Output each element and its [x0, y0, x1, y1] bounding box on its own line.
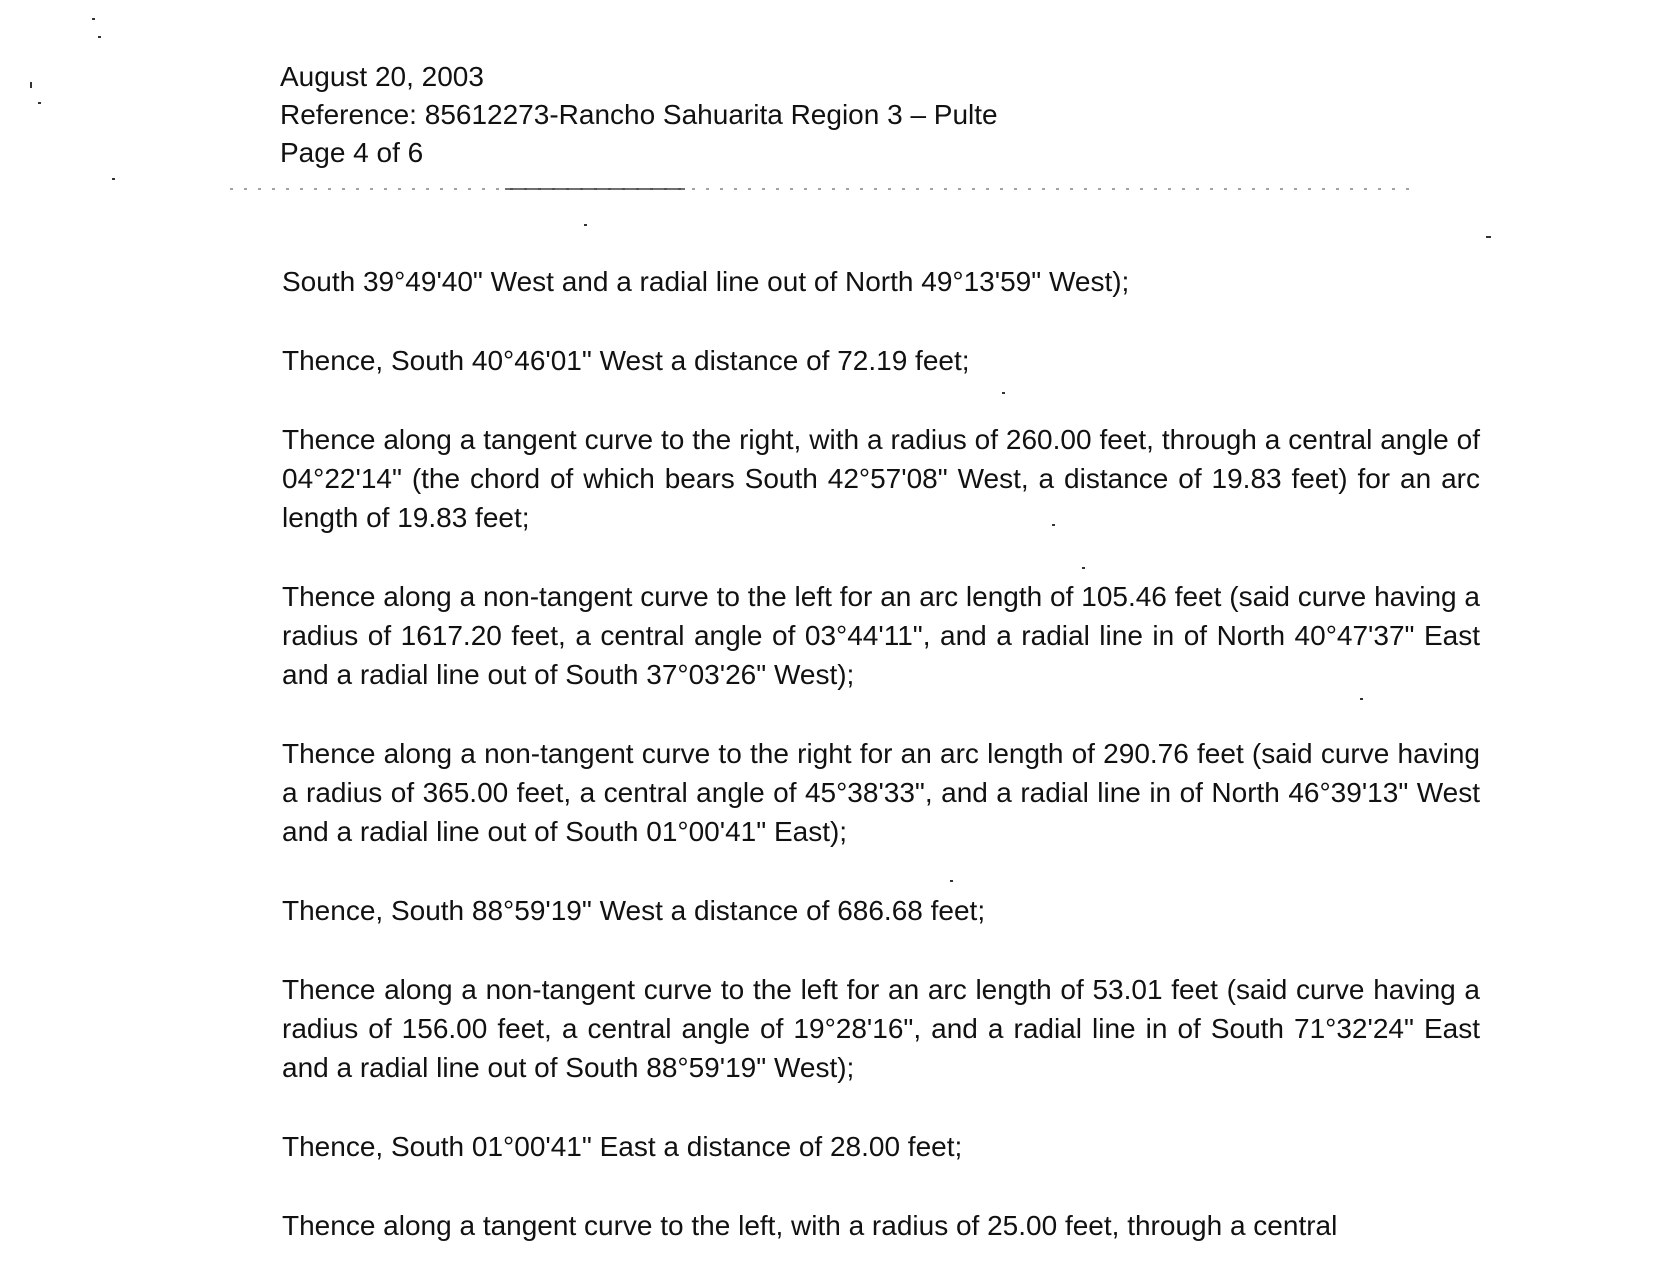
- letter-header: [280, 58, 1480, 172]
- paragraph-9: Thence along a tangent curve to the left, with a radius of 25.00 feet, through a central: [282, 1210, 1338, 1241]
- paragraph-8: Thence, South 01°00'41" East a distance of 28.00 feet;: [282, 1131, 963, 1162]
- header-divider-segment: [505, 188, 685, 190]
- header-date: August 20, 2003: [280, 61, 484, 92]
- paragraph-4: Thence along a non-tangent curve to the left for an arc length of 105.46 feet (said curve having a radius of 1617.20 feet, a central angle of 03°44'11", and a radial line in of North 40°47'37" East and a radial line out of South 37°03'26" West);: [282, 581, 1480, 690]
- header-divider: [230, 188, 1420, 190]
- legal-description-body: [282, 262, 1480, 1285]
- header-page-number: Page 4 of 6: [280, 137, 424, 168]
- paragraph-2: Thence, South 40°46'01" West a distance of 72.19 feet;: [282, 345, 970, 376]
- paragraph-7: Thence along a non-tangent curve to the left for an arc length of 53.01 feet (said curve having a radius of 156.00 feet, a central angle of 19°28'16", and a radial line in of South 71°32'24" East and a radial line out of South 88°59'19" West);: [282, 974, 1480, 1083]
- paragraph-5: Thence along a non-tangent curve to the right for an arc length of 290.76 feet (said curve having a radius of 365.00 feet, a central angle of 45°38'33", and a radial line in of North 46°39'13" West and a radial line out of South 01°00'41" East);: [282, 738, 1480, 847]
- paragraph-6: Thence, South 88°59'19" West a distance of 686.68 feet;: [282, 895, 986, 926]
- paragraph-3: Thence along a tangent curve to the right, with a radius of 260.00 feet, through a central angle of 04°22'14" (the chord of which bears South 42°57'08" West, a distance of 19.83 feet) for an arc length of 19.83 feet;: [282, 424, 1480, 533]
- paragraph-1: South 39°49'40" West and a radial line out of North 49°13'59" West);: [282, 266, 1130, 297]
- header-reference: Reference: 85612273-Rancho Sahuarita Region 3 – Pulte: [280, 99, 998, 130]
